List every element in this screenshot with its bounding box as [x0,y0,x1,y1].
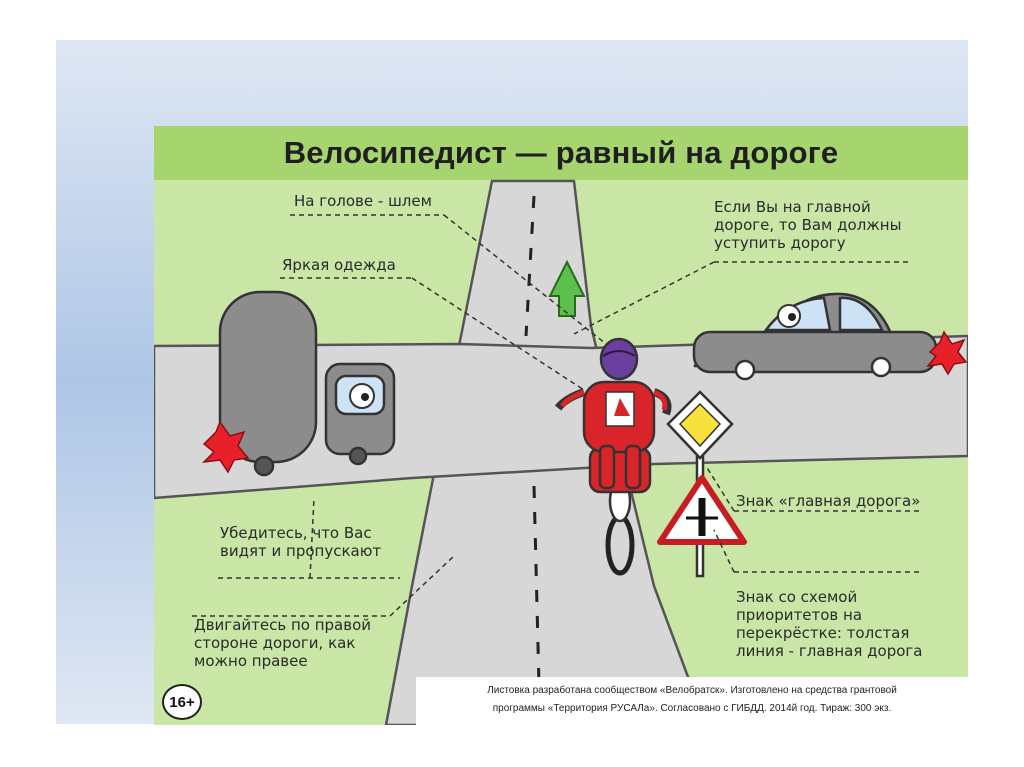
cycling-safety-poster [154,126,968,725]
label-priority-sign: Знак со схемой приоритетов на перекрёстке: толстая линия - главная дорога [736,588,923,660]
footer-line-1: Листовка разработана сообществом «Велобратск». Изготовлено на средства грантовой [487,685,897,696]
label-be-seen: Убедитесь, что Вас видят и пропускают [220,524,382,560]
footer-credits [416,677,968,725]
slide-frame [56,40,968,724]
poster-title: Велосипедист — равный на дороге [283,135,839,170]
label-bright-clothing: Яркая одежда [282,256,396,274]
age-rating-badge: 16+ [162,684,202,720]
label-helmet: На голове - шлем [294,192,432,210]
label-main-road-sign: Знак «главная дорога» [736,492,921,510]
footer-line-2: программы «Территория РУСАЛа». Согласовано с ГИБДД. 2014й год. Тираж: 300 экз. [492,703,892,714]
label-ride-right: Двигайтесь по правой стороне дороги, как можно правее [194,616,371,670]
label-main-road-rule: Если Вы на главной дороге, то Вам должны уступить дорогу [714,198,902,252]
